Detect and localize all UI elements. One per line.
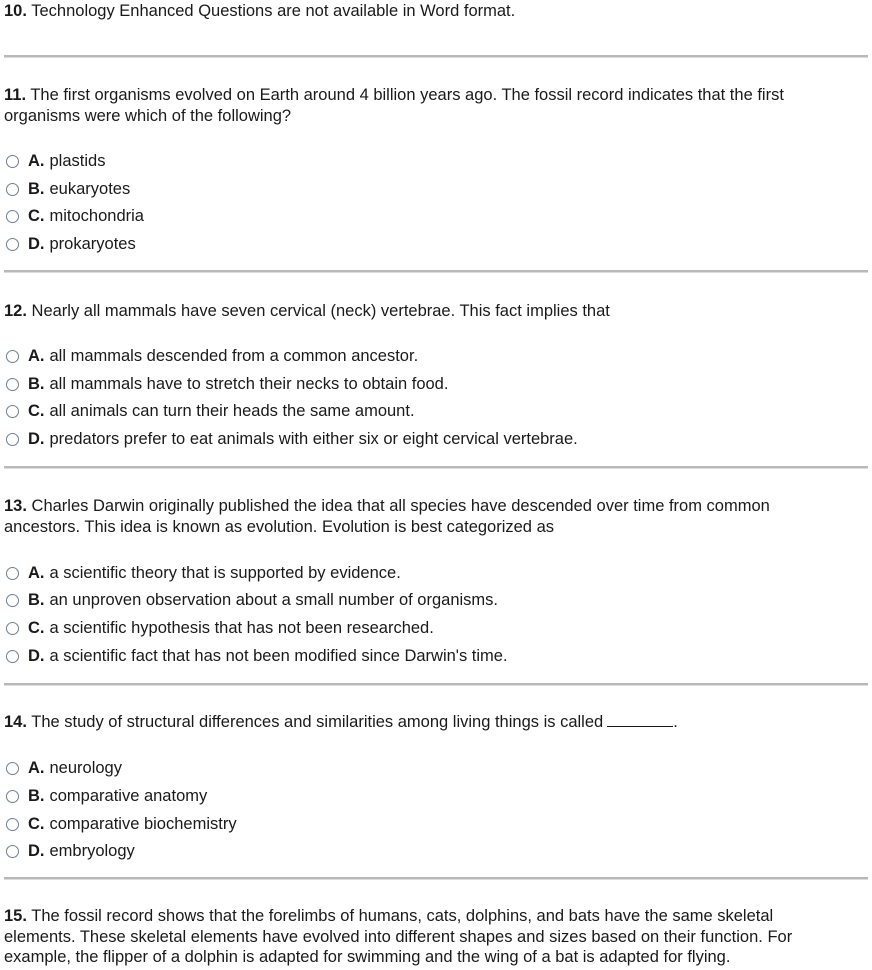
question-10: [4, 1, 846, 22]
radio-icon[interactable]: [6, 818, 19, 831]
question-text: The study of structural differences and similarities among living things is called: [31, 713, 604, 731]
option-11-c[interactable]: [6, 205, 144, 227]
option-text: embryology: [49, 841, 135, 860]
radio-icon[interactable]: [6, 845, 19, 858]
option-12-c[interactable]: [6, 400, 415, 422]
option-text: a scientific theory that is supported by evidence.: [49, 563, 401, 582]
radio-icon[interactable]: [6, 762, 19, 775]
divider: [4, 877, 868, 880]
option-13-a[interactable]: [6, 562, 401, 584]
question-12: [4, 301, 846, 322]
question-suffix: .: [673, 713, 678, 731]
radio-icon[interactable]: [6, 183, 19, 196]
radio-icon[interactable]: [6, 567, 19, 580]
divider: [4, 683, 868, 686]
option-letter: D.: [28, 429, 45, 448]
question-text: Technology Enhanced Questions are not available in Word format.: [31, 2, 516, 20]
radio-icon[interactable]: [6, 594, 19, 607]
divider: [4, 466, 868, 469]
option-letter: A.: [28, 346, 45, 365]
option-11-b[interactable]: [6, 178, 130, 200]
question-text: Nearly all mammals have seven cervical (neck) vertebrae. This fact implies that: [31, 302, 610, 320]
option-13-c[interactable]: [6, 617, 434, 639]
question-11: [4, 85, 846, 126]
question-number: 14.: [4, 713, 27, 731]
option-letter: A.: [28, 758, 45, 777]
question-number: 13.: [4, 497, 27, 515]
question-number: 10.: [4, 2, 27, 20]
option-text: a scientific fact that has not been modified since Darwin's time.: [49, 646, 508, 665]
radio-icon[interactable]: [6, 650, 19, 663]
radio-icon[interactable]: [6, 350, 19, 363]
option-text: all animals can turn their heads the same amount.: [49, 401, 415, 420]
fill-in-blank: [607, 712, 673, 727]
option-12-d[interactable]: [6, 428, 578, 450]
option-letter: C.: [28, 206, 45, 225]
question-number: 11.: [4, 86, 27, 104]
radio-icon[interactable]: [6, 210, 19, 223]
radio-icon[interactable]: [6, 790, 19, 803]
question-text: The fossil record shows that the forelimbs of humans, cats, dolphins, and bats have the same skeletal elements. These skeletal elements have evolved into different shapes and sizes based on their function. For example, the flipper of a dolphin is adapted for swimming and the wing of a bat is adapted for flying.: [4, 907, 793, 966]
option-13-b[interactable]: [6, 589, 498, 611]
option-text: an unproven observation about a small number of organisms.: [49, 590, 499, 609]
radio-icon[interactable]: [6, 155, 19, 168]
option-14-a[interactable]: [6, 757, 122, 779]
question-14: [4, 712, 846, 733]
radio-icon[interactable]: [6, 622, 19, 635]
question-text: The first organisms evolved on Earth around 4 billion years ago. The fossil record indicates that the first organisms were which of the following?: [4, 86, 784, 125]
question-number: 15.: [4, 907, 27, 925]
option-text: plastids: [49, 151, 106, 170]
radio-icon[interactable]: [6, 378, 19, 391]
option-letter: C.: [28, 401, 45, 420]
option-letter: C.: [28, 814, 45, 833]
option-12-b[interactable]: [6, 373, 448, 395]
divider: [4, 55, 868, 58]
option-letter: D.: [28, 234, 45, 253]
option-text: comparative anatomy: [49, 786, 208, 805]
option-14-c[interactable]: [6, 813, 237, 835]
radio-icon[interactable]: [6, 238, 19, 251]
option-letter: B.: [28, 590, 45, 609]
question-13: [4, 496, 846, 537]
option-14-b[interactable]: [6, 785, 207, 807]
option-letter: A.: [28, 151, 45, 170]
option-letter: B.: [28, 374, 45, 393]
option-text: a scientific hypothesis that has not been researched.: [49, 618, 434, 637]
option-text: eukaryotes: [49, 179, 131, 198]
option-11-d[interactable]: [6, 233, 136, 255]
radio-icon[interactable]: [6, 433, 19, 446]
question-15: [4, 906, 846, 968]
radio-icon[interactable]: [6, 405, 19, 418]
option-text: comparative biochemistry: [49, 814, 237, 833]
option-text: predators prefer to eat animals with either six or eight cervical vertebrae.: [49, 429, 578, 448]
option-letter: D.: [28, 841, 45, 860]
option-text: mitochondria: [49, 206, 144, 225]
option-text: neurology: [49, 758, 122, 777]
option-12-a[interactable]: [6, 345, 418, 367]
option-letter: D.: [28, 646, 45, 665]
option-14-d[interactable]: [6, 840, 135, 862]
question-text: Charles Darwin originally published the idea that all species have descended over time from common ancestors. This idea is known as evolution. Evolution is best categorized as: [4, 497, 770, 536]
option-letter: A.: [28, 563, 45, 582]
option-13-d[interactable]: [6, 645, 508, 667]
option-11-a[interactable]: [6, 150, 105, 172]
divider: [4, 270, 868, 273]
option-letter: C.: [28, 618, 45, 637]
option-text: all mammals have to stretch their necks to obtain food.: [49, 374, 449, 393]
option-text: all mammals descended from a common ancestor.: [49, 346, 419, 365]
option-text: prokaryotes: [49, 234, 136, 253]
question-number: 12.: [4, 302, 27, 320]
option-letter: B.: [28, 786, 45, 805]
option-letter: B.: [28, 179, 45, 198]
